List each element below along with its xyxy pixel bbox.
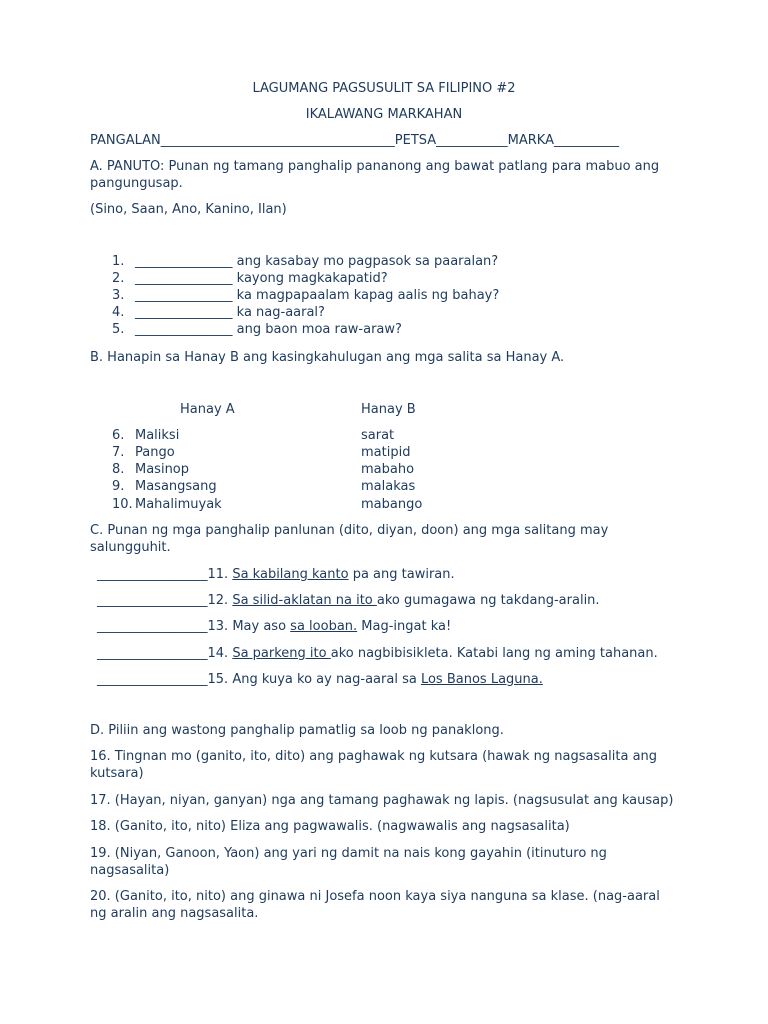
item-number: 3. — [112, 288, 125, 303]
student-info-line — [90, 132, 619, 149]
hanay-b-word: matipid — [361, 445, 411, 460]
item-number: 1. — [112, 254, 125, 269]
hanay-b-header: Hanay B — [361, 402, 416, 417]
item-blank: _________________ — [97, 619, 208, 634]
item-number: 5. — [112, 322, 125, 337]
item-blank: _________________ — [97, 672, 208, 687]
marka-blank: __________ — [554, 133, 619, 148]
item-blank: _______________ — [135, 254, 233, 269]
item-post-text: Mag-ingat ka! — [357, 619, 452, 634]
list-item — [97, 592, 600, 609]
hanay-a-word: Masinop — [135, 462, 190, 477]
list-item — [97, 566, 455, 583]
item-number: 13. — [207, 619, 229, 634]
item-text: ka magpapaalam kapag aalis ng bahay? — [236, 288, 500, 303]
item-blank: _______________ — [135, 305, 233, 320]
item-blank: _______________ — [135, 322, 233, 337]
item-text: kayong magkakapatid? — [236, 271, 388, 286]
hanay-b-word: sarat — [361, 428, 395, 443]
list-item — [97, 618, 451, 635]
pangalan-blank: ____________________________________ — [160, 133, 395, 148]
page-subtitle: IKALAWANG MARKAHAN — [305, 107, 463, 122]
page-title: LAGUMANG PAGSUSULIT SA FILIPINO #2 — [252, 81, 516, 96]
item-post-text: ako nagbibisikleta. Katabi lang ng aming tahanan. — [330, 646, 658, 661]
petsa-blank: ___________ — [436, 133, 508, 148]
row-number: 6. — [112, 428, 125, 443]
item-post-text: pa ang tawiran. — [348, 567, 455, 582]
hanay-a-word: Masangsang — [135, 479, 217, 494]
item-number: 2. — [112, 271, 125, 286]
underlined-phrase: Sa kabilang kanto — [232, 567, 349, 582]
list-item — [112, 287, 499, 304]
row-number: 10. — [112, 497, 133, 512]
item-post-text: ako gumagawa ng takdang-aralin. — [376, 593, 600, 608]
row-number: 9. — [112, 479, 125, 494]
item-blank: _______________ — [135, 288, 233, 303]
hanay-a-word: Mahalimuyak — [135, 497, 222, 512]
hanay-a-word: Pango — [135, 445, 175, 460]
section-a-instruction: A. PANUTO: Punan ng tamang panghalip pananong ang bawat patlang para mabuo ang pangungusap. — [90, 159, 660, 191]
list-item — [97, 645, 658, 662]
list-item: 19. (Niyan, Ganoon, Yaon) ang yari ng damit na nais kong gayahin (itinuturo ng nagsasalita) — [90, 846, 607, 878]
table-row — [112, 461, 189, 478]
underlined-phrase: Sa parkeng ito — [232, 646, 331, 661]
list-item — [112, 253, 498, 270]
hanay-b-word: malakas — [361, 479, 416, 494]
list-item — [97, 671, 543, 688]
item-number: 4. — [112, 305, 125, 320]
hanay-a-header: Hanay A — [180, 402, 235, 417]
section-a-choices: (Sino, Saan, Ano, Kanino, Ilan) — [90, 202, 287, 217]
item-pre-text: May aso — [232, 619, 291, 634]
item-blank: _________________ — [97, 593, 208, 608]
section-b-instruction: B. Hanapin sa Hanay B ang kasingkahulugan ang mga salita sa Hanay A. — [90, 350, 565, 365]
item-number: 11. — [207, 567, 229, 582]
item-blank: _________________ — [97, 646, 208, 661]
row-number: 7. — [112, 445, 125, 460]
item-blank: _________________ — [97, 567, 208, 582]
list-item: 20. (Ganito, ito, nito) ang ginawa ni Josefa noon kaya siya nanguna sa klase. (nag-aaral ng aralin ang nagsasalita. — [90, 889, 660, 921]
pangalan-label: PANGALAN — [90, 133, 161, 148]
section-d-instruction: D. Piliin ang wastong panghalip pamatlig sa loob ng panaklong. — [90, 723, 504, 738]
item-pre-text: Ang kuya ko ay nag-aaral sa — [232, 672, 421, 687]
list-item: 18. (Ganito, ito, nito) Eliza ang pagwawalis. (nagwawalis ang nagsasalita) — [90, 819, 570, 834]
underlined-phrase: Los Banos Laguna. — [420, 672, 543, 687]
list-item — [112, 270, 388, 287]
list-item: 17. (Hayan, niyan, ganyan) nga ang tamang paghawak ng lapis. (nagsusulat ang kausap) — [90, 793, 674, 808]
item-text: ang baon moa raw-araw? — [236, 322, 402, 337]
item-text: ang kasabay mo pagpasok sa paaralan? — [236, 254, 499, 269]
item-number: 15. — [207, 672, 229, 687]
underlined-phrase: sa looban. — [290, 619, 358, 634]
table-row — [112, 444, 175, 461]
item-text: ka nag-aaral? — [236, 305, 325, 320]
section-c-instruction: C. Punan ng mga panghalip panlunan (dito, diyan, doon) ang mga salitang may salungguhit. — [90, 523, 609, 555]
petsa-label: PETSA — [394, 133, 437, 148]
underlined-phrase: Sa silid-aklatan na ito — [232, 593, 377, 608]
table-row — [112, 496, 222, 513]
list-item — [112, 304, 325, 321]
table-row — [112, 478, 217, 495]
hanay-a-word: Maliksi — [135, 428, 180, 443]
hanay-b-word: mabaho — [361, 462, 415, 477]
list-item: 16. Tingnan mo (ganito, ito, dito) ang paghawak ng kutsara (hawak ng nagsasalita ang kutsara) — [90, 749, 658, 781]
item-number: 12. — [207, 593, 229, 608]
marka-label: MARKA — [507, 133, 554, 148]
item-number: 14. — [207, 646, 229, 661]
row-number: 8. — [112, 462, 125, 477]
item-blank: _______________ — [135, 271, 233, 286]
hanay-b-word: mabango — [361, 497, 423, 512]
list-item — [112, 321, 402, 338]
table-row — [112, 427, 179, 444]
